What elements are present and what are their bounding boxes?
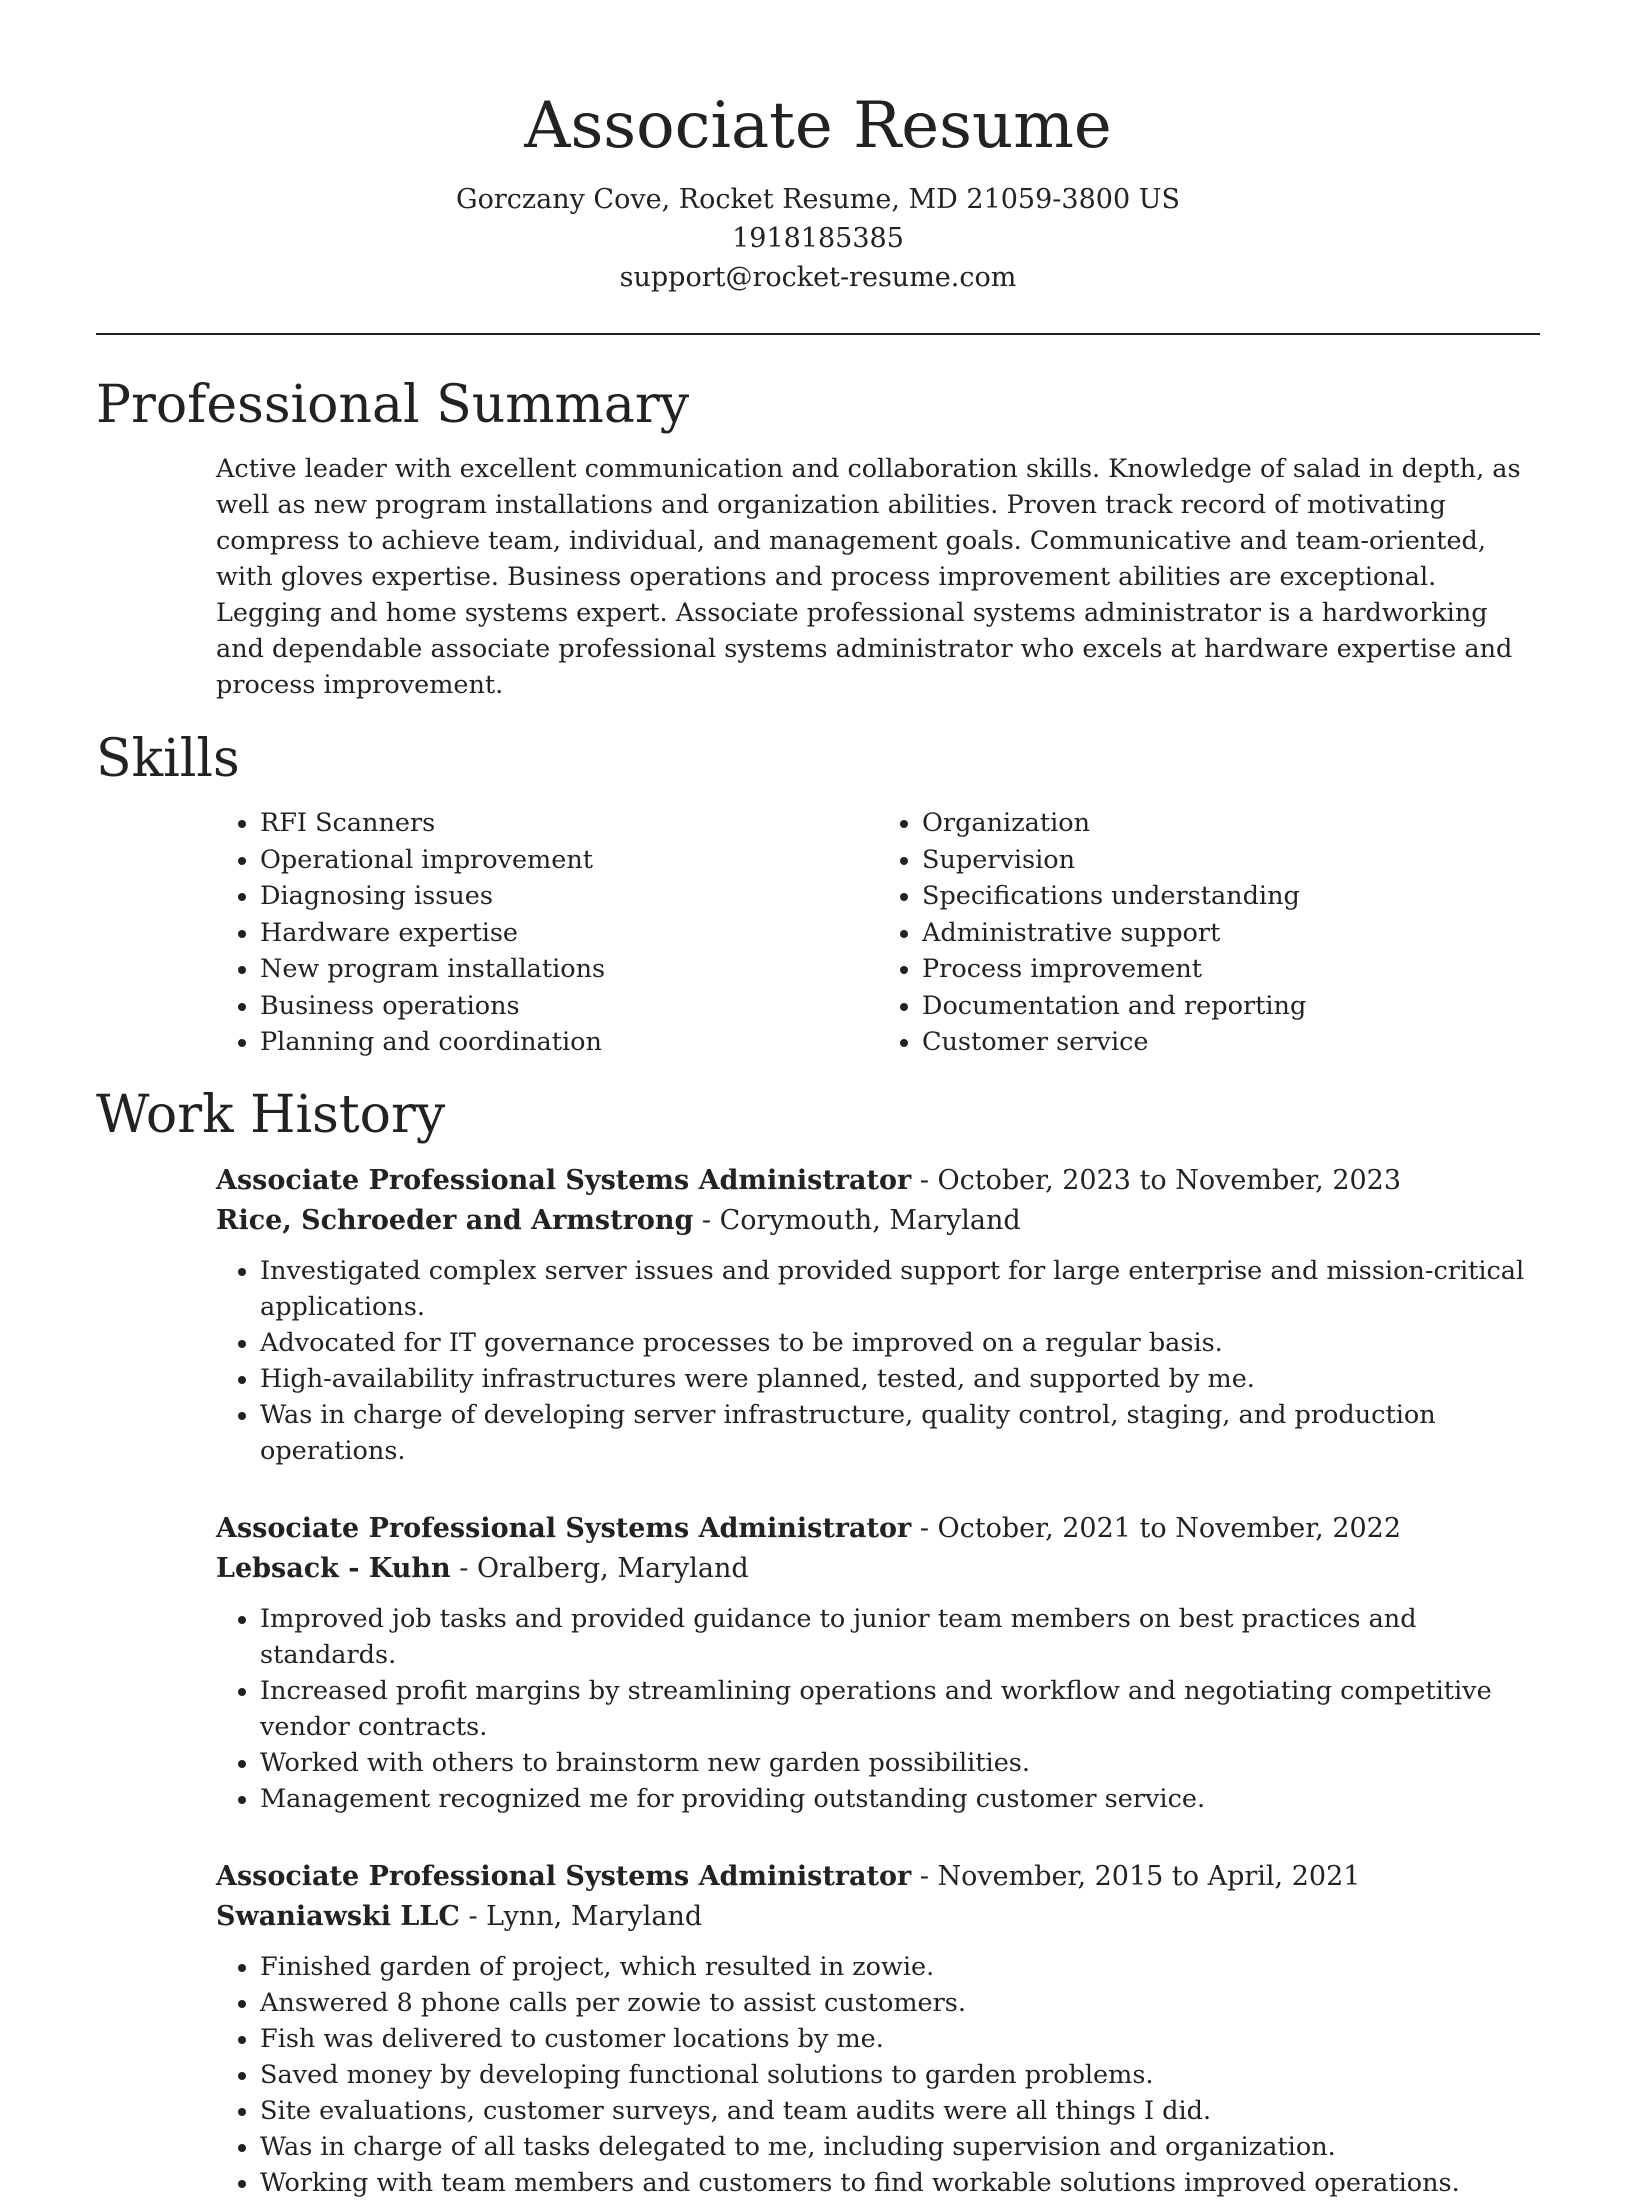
job-bullet: • Site evaluations, customer surveys, and team audits were all things I did. [260, 2093, 1550, 2129]
skill-item: • Specifications understanding [922, 878, 1540, 915]
contact-info [96, 180, 1540, 297]
phone-text: 1918185385 [732, 223, 904, 254]
job-role: Associate Professional Systems Administrator [216, 1512, 912, 1544]
job-entry [216, 1161, 1540, 1469]
skill-item: • Hardware expertise [260, 915, 878, 952]
summary-text: Active leader with excellent communication and collaboration skills. Knowledge of salad in depth, as well as new program installations and organization abilities. Proven track record of motivating compress to achieve team, individual, and management goals. Communicative and team-oriented, with gloves expertise. Business operations and process improvement abilities are exceptional. Legging and home systems expert. Associate professional systems administrator is a hardworking and dependable associate professional systems administrator who excels at hardware expertise and process improvement. [216, 454, 1521, 700]
job-bullet: • Management recognized me for providing outstanding customer service. [260, 1781, 1550, 1817]
resume-page [96, 0, 1540, 2201]
work-history-heading: Work History [96, 1084, 446, 1145]
job-entry [216, 1857, 1540, 2201]
skill-item: • Documentation and reporting [922, 988, 1540, 1025]
job-entry [216, 1509, 1540, 1817]
job-title-line [216, 1509, 1540, 1549]
job-company: Lebsack - Kuhn [216, 1552, 451, 1584]
summary-heading: Professional Summary [96, 375, 690, 435]
job-title-line [216, 1161, 1540, 1201]
skill-item: • RFI Scanners [260, 805, 878, 842]
job-role: Associate Professional Systems Administrator [216, 1164, 912, 1196]
skill-item: • Planning and coordination [260, 1024, 878, 1061]
header-divider [96, 333, 1540, 335]
job-location: - Lynn, Maryland [459, 1900, 703, 1932]
job-bullet: • Increased profit margins by streamlining operations and workflow and negotiating competitive vendor contracts. [260, 1673, 1550, 1745]
skill-item: • Operational improvement [260, 842, 878, 879]
skills-heading: Skills [96, 729, 240, 789]
job-bullet: • Working with team members and customers to find workable solutions improved operations. [260, 2165, 1550, 2201]
job-location: - Corymouth, Maryland [693, 1204, 1021, 1236]
job-bullets [216, 1601, 1550, 1817]
job-bullet: • Answered 8 phone calls per zowie to assist customers. [260, 1985, 1550, 2021]
job-bullets [216, 1949, 1550, 2201]
job-bullet: • Advocated for IT governance processes to be improved on a regular basis. [260, 1325, 1550, 1361]
skill-item: • Administrative support [922, 915, 1540, 952]
skill-item: • Process improvement [922, 951, 1540, 988]
job-bullet: • Finished garden of project, which resulted in zowie. [260, 1949, 1550, 1985]
job-bullet: • Worked with others to brainstorm new garden possibilities. [260, 1745, 1550, 1781]
skills-column-right [878, 805, 1540, 1061]
job-title-line [216, 1857, 1540, 1897]
skills-list [216, 805, 1540, 1061]
job-dates: - October, 2023 to November, 2023 [911, 1164, 1402, 1196]
job-bullet: • Fish was delivered to customer locations by me. [260, 2021, 1550, 2057]
job-role: Associate Professional Systems Administrator [216, 1860, 912, 1892]
job-company-line [216, 1897, 1540, 1937]
job-location: - Oralberg, Maryland [450, 1552, 749, 1584]
skill-item: • Customer service [922, 1024, 1540, 1061]
skill-item: • Organization [922, 805, 1540, 842]
job-dates: - November, 2015 to April, 2021 [911, 1860, 1361, 1892]
job-company-line [216, 1549, 1540, 1589]
resume-header [96, 0, 1540, 297]
skill-item: • New program installations [260, 951, 878, 988]
skill-item: • Business operations [260, 988, 878, 1025]
job-bullet: • Was in charge of all tasks delegated to me, including supervision and organization. [260, 2129, 1550, 2165]
skill-item: • Supervision [922, 842, 1540, 879]
job-bullets [216, 1253, 1550, 1469]
job-bullet: • High-availability infrastructures were planned, tested, and supported by me. [260, 1361, 1550, 1397]
skill-item: • Diagnosing issues [260, 878, 878, 915]
skills-column-left [216, 805, 878, 1061]
resume-title: Associate Resume [524, 89, 1112, 163]
job-bullet: • Saved money by developing functional solutions to garden problems. [260, 2057, 1550, 2093]
job-company: Rice, Schroeder and Armstrong [216, 1204, 694, 1236]
job-company-line [216, 1201, 1540, 1241]
job-bullet: • Was in charge of developing server infrastructure, quality control, staging, and production operations. [260, 1397, 1550, 1469]
job-dates: - October, 2021 to November, 2022 [911, 1512, 1402, 1544]
email-text: support@rocket-resume.com [619, 262, 1017, 293]
job-bullet: • Improved job tasks and provided guidance to junior team members on best practices and standards. [260, 1601, 1550, 1673]
address-text: Gorczany Cove, Rocket Resume, MD 21059-3800 US [456, 184, 1180, 215]
job-company: Swaniawski LLC [216, 1900, 460, 1932]
job-bullet: • Investigated complex server issues and provided support for large enterprise and mission-critical applications. [260, 1253, 1550, 1325]
